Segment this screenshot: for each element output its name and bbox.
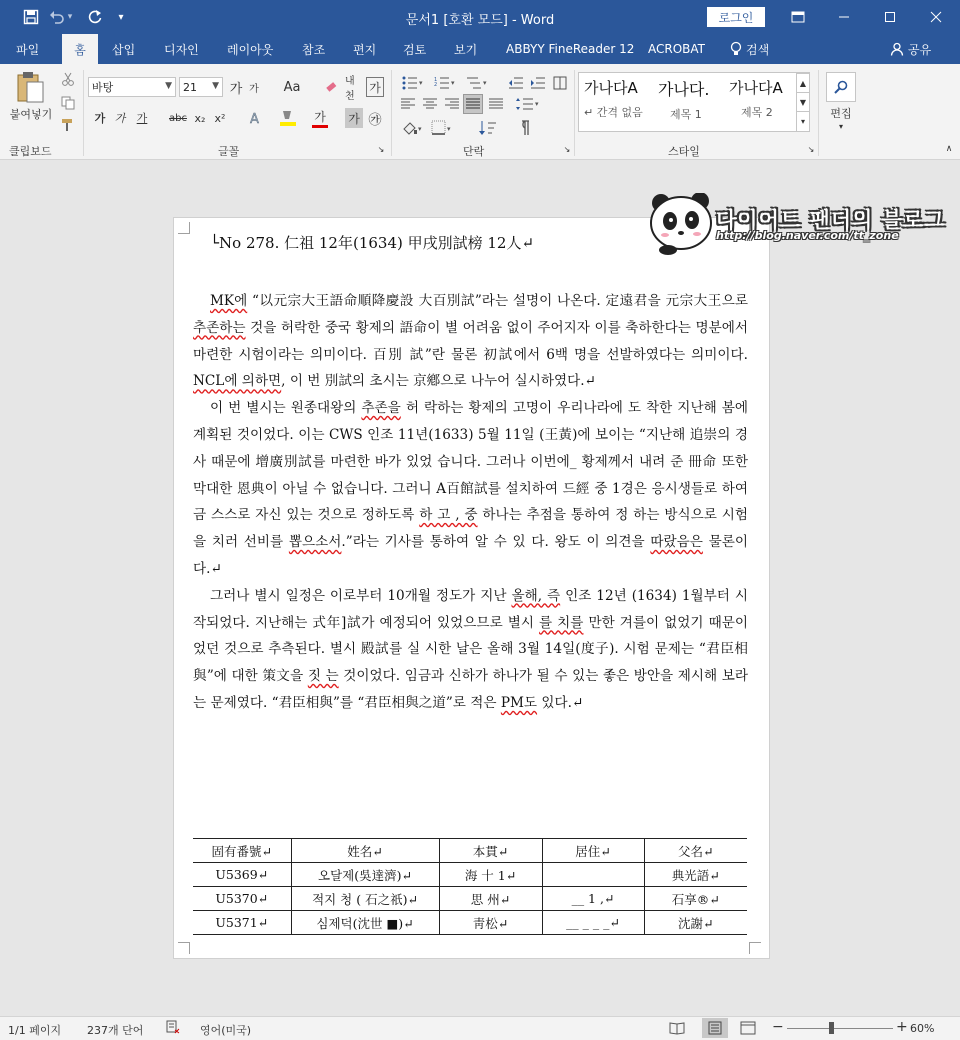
phonetic-guide-icon[interactable]: 내천 [345,76,355,102]
paste-button-label[interactable]: 붙여넣기 [9,108,53,121]
grow-font-icon[interactable]: 가 [229,81,243,97]
table-header-row [193,839,747,863]
table-cell[interactable]: __ _ _ _↵ [542,911,644,935]
spell-error[interactable]: 추존을 [361,400,401,417]
bullets-icon[interactable] [398,73,428,93]
text-run: .”라는 기사를 통하여 알 수 있 다. 왕도 이 의견을 [341,534,651,551]
paste-icon[interactable] [8,70,52,104]
chevron-down-icon: ▼ [165,81,172,91]
spell-error[interactable]: 추존하는 [193,319,246,336]
text-run: 하나는 추점을 통하여 정 하는 방식으로 시험을 치러 선비를 [193,507,748,551]
spell-error[interactable]: PM도 [500,694,538,711]
align-left-icon[interactable] [398,94,418,114]
spell-error[interactable]: 뽑으소서 [288,534,342,551]
table-cell[interactable]: 沈謝↵ [644,911,747,935]
zoom-in-icon[interactable]: + [896,1019,908,1035]
read-mode-icon[interactable] [669,1021,685,1038]
align-center-icon[interactable] [420,94,440,114]
table-cell[interactable]: 靑松↵ [439,911,542,935]
style-preview: 가나다A [584,79,638,97]
person-icon [890,42,904,56]
document-table[interactable] [193,838,747,935]
tab-view[interactable]: 보기 [454,42,478,57]
collapse-ribbon-icon[interactable]: ∧ [945,144,953,154]
undo-dropdown-icon[interactable]: ▾ [67,12,73,22]
copy-icon[interactable] [58,94,78,112]
share-button[interactable] [890,34,931,64]
tab-design[interactable]: 디자인 [164,42,199,57]
group-label-font: 글꼴 [218,145,240,158]
superscript-icon[interactable]: x² [214,111,226,125]
align-right-icon[interactable] [442,94,462,114]
table-cell[interactable]: U5370↵ [193,887,291,911]
group-label-paragraph: 단락 [463,145,485,158]
style-name: 제목 2 [741,106,773,119]
zoom-out-icon[interactable]: − [772,1019,784,1035]
table-cell[interactable]: 思 州↵ [439,887,542,911]
paragraph-1[interactable] [193,288,748,395]
table-cell[interactable]: U5369↵ [193,863,291,887]
italic-icon[interactable]: 가 [114,112,126,125]
text-run: “以元宗大王語命順降慶設 大百別試”라는 설명이 나온다. 定遠君을 元宗大王으로 [247,293,748,309]
table-row [193,911,747,935]
minimize-icon[interactable] [821,0,867,34]
subscript-icon[interactable]: x₂ [194,111,206,125]
ribbon [0,64,960,160]
table-header[interactable]: 姓名↵ [291,839,439,863]
svg-text:2: 2 [434,82,438,88]
style-name: 제목 1 [670,108,702,121]
login-button[interactable]: 로그인 [707,7,765,27]
spell-error[interactable]: 를 치를 [539,614,584,631]
svg-text:A: A [250,112,259,126]
share-label: 공유 [908,42,932,57]
table-cell[interactable]: 적지 청 ( 石之祇)↵ [291,887,439,911]
svg-text:1: 1 [434,77,438,83]
text-run: 만한 겨를이 없었기 때문이었던 것으로 추측된다. 별시 殿試를 실 시한 날은 올해 3월 14일(度子). 시험 문제는 “君臣相與”에 대한 策文을 [193,614,748,685]
text-run: 물론이다.↵ [193,534,748,577]
font-color-icon[interactable] [310,108,330,128]
chevron-down-icon[interactable]: ▼ [796,92,810,112]
tab-mailings[interactable]: 편지 [353,42,377,57]
table-row [193,887,747,911]
table-cell[interactable]: 오달제(吳達濟)↵ [291,863,439,887]
strikethrough-icon[interactable]: abc [169,112,187,124]
enclose-characters-icon[interactable]: ㉮ [368,112,382,128]
panda-icon [648,193,716,255]
table-header[interactable]: 居住↵ [542,839,644,863]
justify-icon[interactable] [463,94,483,114]
font-size-value: 21 [183,80,197,94]
spell-error[interactable]: 짓 는 [307,668,339,685]
format-painter-icon[interactable] [58,116,78,134]
text-run: 허 락하는 황제의 고명이 우리나라에 도 착한 지난해 봄에 계획된 것이었다. 이는 CWS 인조 11년(1633) 5월 11일 (王黃)에 보이는 “지난해 追崇의 경사 때문에 增廣別試를 마련한 바가 있었 습니다. 그러나 이번에_ 황제께서 내려 준 冊命 또한 막대한 恩典이 아닐 수 없습니다. 그러니 A百館試를 설치하여 드經 중 1경은 응시생들로 하여금 스스로 자신 있는 것으로 정하도록 [193,400,748,524]
dialog-launcher-icon[interactable]: ↘ [563,144,571,154]
highlight-icon[interactable] [276,108,300,128]
text-run: 이 번 별시는 원종대왕의 [210,400,362,417]
dialog-launcher-icon[interactable]: ↘ [377,144,385,154]
lightbulb-icon [730,41,742,57]
svg-text:▾: ▾ [535,100,539,108]
text-run: 것을 허락한 중국 황제의 語命이 별 어려움 없이 주어지자 이를 축하한다는 명분에서 마련한 시험이라는 의미이다. 百別 試”란 물론 初試에서 6백 명을 선발하였다는 의미이다. [193,319,748,363]
table-cell[interactable]: U5371↵ [193,911,291,935]
chevron-up-icon[interactable]: ▲ [796,73,810,93]
table-cell[interactable] [542,863,644,887]
table-header[interactable]: 本貫↵ [439,839,542,863]
style-normal[interactable] [584,77,643,120]
styles-more-icon[interactable]: ▾ [796,111,810,132]
change-case-icon[interactable]: Aa [283,79,301,95]
underline-icon[interactable]: 가 [136,112,148,125]
table-cell[interactable]: __ 1 ,↵ [542,887,644,911]
watermark-title: 다이어트 팬더의 블로그 [716,208,946,232]
style-heading-2[interactable] [729,77,783,120]
tab-layout[interactable]: 레이아웃 [227,42,274,57]
chevron-down-icon: ▼ [212,81,219,91]
word-count[interactable]: 237개 단어 [87,1024,144,1037]
group-separator [391,70,392,156]
find-icon[interactable] [826,72,856,102]
text-run: 있다.↵ [537,694,584,711]
group-label-clipboard: 클립보드 [9,145,52,158]
tab-references[interactable]: 참조 [302,42,326,57]
text-run: 인조 12년 (1634) 1월부터 시작되었다. 지난해는 式年]試가 예정되어 있었으므로 별시 [193,587,748,631]
document-page[interactable] [173,217,770,959]
font-name-combo[interactable] [88,77,176,97]
bold-icon[interactable]: 가 [94,112,106,125]
table-header[interactable]: 固有番號↵ [193,839,291,863]
line-spacing-icon[interactable] [510,94,546,114]
style-preview: 가나다A [729,79,783,97]
page-count[interactable]: 1/1 페이지 [8,1024,62,1037]
maximize-icon[interactable] [867,0,913,34]
style-preview: 가나다. [658,80,710,99]
distributed-icon[interactable] [486,94,506,114]
tab-file[interactable]: 파일 [16,42,40,57]
cut-icon[interactable] [58,70,78,88]
text-run: , 이 번 別試의 초시는 京鄕으로 나누어 실시하였다.↵ [281,373,596,390]
print-layout-icon[interactable] [702,1018,728,1038]
spell-error[interactable]: 올해, 즉 [511,587,561,604]
window-title: 문서1 [호환 모드] - Word [405,13,555,28]
font-color-bar [312,125,328,128]
chinese-layout-icon[interactable] [550,73,570,93]
decrease-indent-icon[interactable] [506,73,526,93]
tab-acrobat[interactable]: ACROBAT [648,42,705,56]
tab-review[interactable]: 검토 [403,42,427,57]
zoom-slider[interactable] [787,1028,893,1029]
zoom-level[interactable]: 60% [910,1022,935,1035]
page-corner-mark [178,942,190,954]
page-corner-mark [749,942,761,954]
paragraph-2[interactable] [193,395,748,583]
character-shading-icon[interactable]: 가 [345,108,363,128]
character-border-icon[interactable]: 가 [366,77,384,97]
svg-text:▾: ▾ [451,79,455,87]
table-cell[interactable]: 심제덕(沈世 ■)↵ [291,911,439,935]
styles-gallery [578,72,810,132]
increase-indent-icon[interactable] [528,73,548,93]
style-heading-1[interactable] [658,77,709,122]
numbering-icon[interactable] [430,73,460,93]
watermark-url: http://blog.naver.com/tt_zone [716,229,899,242]
spell-error[interactable]: 따랐음은 [650,534,703,551]
spell-error[interactable]: MK에 [210,293,248,309]
svg-text:▾: ▾ [418,125,422,133]
language[interactable]: 영어(미국) [200,1024,252,1037]
svg-text:▾: ▾ [483,79,487,87]
tab-abbyy[interactable]: ABBYY FineReader 12 [506,42,635,56]
ribbon-display-options-icon[interactable] [775,0,821,34]
svg-text:▾: ▾ [419,79,423,87]
table-cell[interactable]: 典光語↵ [644,863,747,887]
close-icon[interactable] [913,0,959,34]
text-run: 그러나 별시 일정은 이로부터 10개월 정도가 지난 [210,587,512,604]
spell-error[interactable]: NCL에 의하면 [193,373,282,390]
group-separator [83,70,84,156]
spell-error[interactable]: 하 고 , 중 [419,507,478,524]
style-name: ↵ 간격 없음 [584,106,643,119]
table-row [193,863,747,887]
text-run: 것이었다. 임금과 신하가 하나가 될 수 있는 좋은 방안을 제시해 보라는 문제였다. “君臣相與”를 “君臣相與之道”로 적은 [193,668,748,711]
blog-watermark [648,193,946,255]
tab-insert[interactable]: 삽입 [112,42,136,57]
font-size-combo[interactable] [179,77,223,97]
zoom-slider-thumb[interactable] [829,1022,834,1034]
document-body[interactable] [193,288,748,717]
tell-me[interactable] [730,34,769,64]
status-bar [0,1016,960,1040]
tab-home[interactable]: 홈 [62,34,98,64]
borders-icon[interactable] [428,118,456,138]
show-formatting-icon[interactable] [512,118,534,138]
group-separator [574,70,575,156]
editing-button-label[interactable]: 편집 [830,107,852,120]
dialog-launcher-icon[interactable]: ↘ [807,144,815,154]
paragraph-3[interactable] [193,583,748,717]
chevron-down-icon[interactable]: ▾ [838,121,843,131]
group-label-styles: 스타일 [668,145,700,158]
document-heading[interactable]: └No 278. 仁祖 12年(1634) 甲戌別試榜 12人↵ [210,234,535,252]
sort-icon[interactable] [474,118,504,138]
table-cell[interactable]: 石享®↵ [644,887,747,911]
text-effects-icon[interactable] [244,108,268,128]
shading-icon[interactable] [398,118,426,138]
table-header[interactable]: 父名↵ [644,839,747,863]
ribbon-tabs [0,34,960,64]
page-corner-mark [178,222,190,234]
proofing-icon[interactable] [166,1020,180,1037]
font-color-glyph: 가 [314,110,326,124]
customize-qat-icon[interactable]: ▾ [118,11,124,23]
web-layout-icon[interactable] [740,1021,756,1038]
clear-formatting-icon[interactable] [322,77,342,97]
multilevel-list-icon[interactable] [462,73,492,93]
group-separator [818,70,819,156]
table-cell[interactable]: 海 十 1↵ [439,863,542,887]
tell-me-label: 검색 [746,42,770,57]
font-name-value: 바탕 [92,81,114,94]
shrink-font-icon[interactable]: 가 [249,83,259,95]
title-bar [0,0,960,34]
svg-text:▾: ▾ [447,125,451,133]
